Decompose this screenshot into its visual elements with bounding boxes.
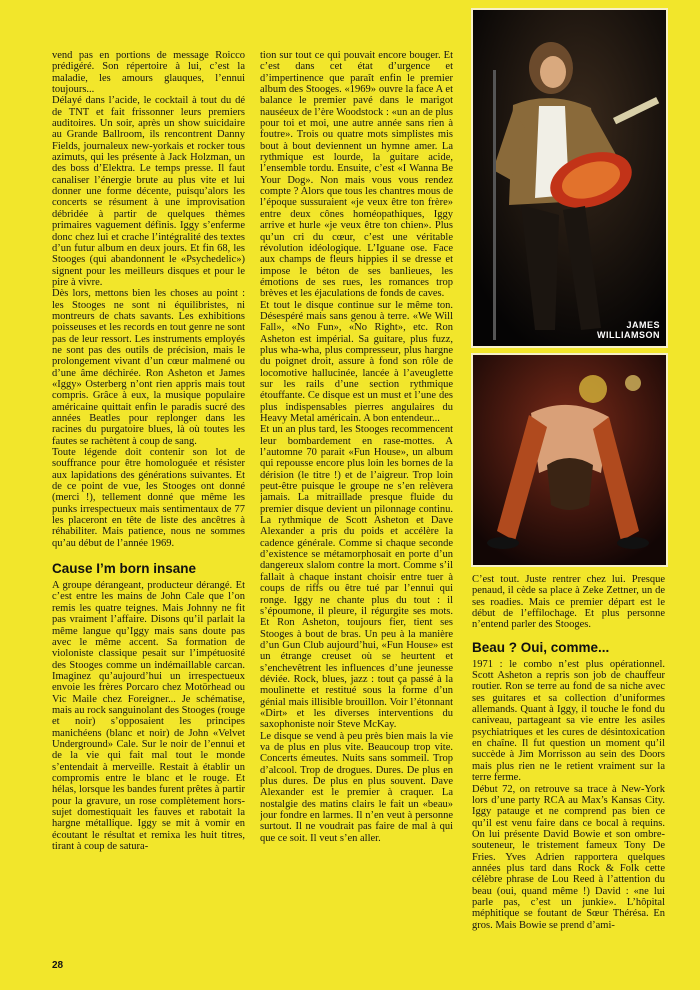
- section-heading: Cause I’m born insane: [52, 561, 197, 577]
- page-number: 28: [52, 960, 64, 971]
- photo-caption: JAMES WILLIAMSON: [597, 320, 660, 340]
- paragraph: Le disque se vend à peu près bien mais la vie va de plus en plus vite. Beaucoup trop vite. Concerts émeutes. Nuits sans sommeil. Trop d’alcool. Trop de drogues. Dures. De plus en plus dures. De plus en plus souvent. Dave Alexander est le premier à craquer. La nostalgie des matins clairs le fait un «beau» jour fondre en larmes. Il n’en veut à personne surtout. Il ne voudrait pas faire de mal à qui que ce soit. Il veut s’en aller.: [260, 730, 453, 844]
- paragraph: A groupe dérangeant, producteur dérangé. Et c’est entre les mains de John Cale que l’on remis les quatre teignes. Mais Johnny ne fit pas vraiment l’affaire. Disons qu’il parlait la même langue qu’Iggy mais sans doute pas avec le même accent. Sa formation de violoniste classique pesait sur l’impétuosité des Stooges comme un indémaillable carcan. Imaginez qu’aujourd’hui un irrespectueux envoie les frères Porcaro chez Motörhead ou Vic Maile chez Foreigner... Je schématise, mais au rock sanguinolant des Stooges (rouge et noir) s’opposaient les principes manichéens (blanc et noir) de John «Velvet Underground» Cale. Sur le noir de l’ennui et de la vie qui fait mal tout le monde s’entendait à merveille. Restait à établir un compromis entre le blanc et le rouge. Et hélas, lorsque les bandes furent prêtes à partir pour la gravure, un rose complètement hors-sujet domestiquait les fauves et rabotait la hargne métallique. Iggy se mit à vomir en écoutant le résultat et remixa les huit titres, tirant à coup de satura-: [52, 580, 245, 853]
- article-column-3: [472, 574, 665, 968]
- paragraph: Et un an plus tard, les Stooges recommencent leur bombardement en rase-mottes. A l’automne 70 parait «Fun House», un album qui repousse encore plus loin les bornes de la dérision (le titre !) et de l’aigreur. Trop loin peut-être puisque le groupe ne s’en relèvera jamais. La mitraillade presque fluide du premier disque devient un pilonnage continu. La rythmique de Scott Asheton et Dave Alexander a pris du poids et accélère la cadence générale. Comme si chaque seconde d’existence se métamorphosait en porte d’un dangereux slalom contre la mort. Comme s’il fallait à chaque instant choisir entre tuer à coups de riffs ou être tué par l’ennui qui ronge. Iggy ne chante plus du tout : il s’époumone, il pleure, il régurgite ses mots. Et Ron Asheton, toujours fier, tient ses Stooges à bout de bras. Un peu à la manière d’un Gun Club aujourd’hui, «Fun House» est un étrange creuset où se heurtent et s’enchevêtrent les influences d’une jeunesse déviée. Rock, blues, jazz : tout ça passé à la moulinette et restitué sous la forme d’un génial mais illisible brouillon. Voir l’étonnant «Dirt» et les diverses interventions du saxophoniste noir Steve McKay.: [260, 424, 453, 731]
- section-heading: Beau ? Oui, comme...: [472, 639, 610, 655]
- article-column-1: [52, 50, 245, 968]
- photo-james-williamson: [471, 8, 668, 348]
- photo-iggy-on-stage: [471, 353, 668, 567]
- paragraph: 1971 : le combo n’est plus opérationnel. Scott Asheton a repris son job de chauffeur routier. Ron se terre au fond de sa niche avec ses guitares et sa collection d’uniformes allemands. Quant à Iggy, il touche le fond du caniveau, partageant sa vie entre les asiles psychiatriques et les cures de désintoxication en chaîne. Il fut question un moment qu’il succède à Jim Morrisson au sein des Doors mais plus rien ne le retient vraiment sur la terre ferme.: [472, 658, 665, 784]
- singer-photo-illustration: [473, 355, 666, 565]
- paragraph: Et tout le disque continue sur le même ton. Désespéré mais sans genou à terre. «We Will Fall», «No Fun», «No Right», etc. Ron Asheton est impérial. Sa guitare, plus fuzz, plus wha-wha, plus compresseur, plus hargne du poignet droit, assure à fond son rôle de locomotive hallucinée, lancée à l’aveuglette sur les rails d’une section rythmique étouffante. Ce disque est un must et l’une des plus indispensables pierres angulaires du Heavy Metal américain. A bon entendeur...: [260, 299, 453, 424]
- paragraph: vend pas en portions de message Roicco prédigéré. Son répertoire à lui, c’est la maladie, les amours glauques, l’ennui toujours...: [52, 50, 245, 96]
- paragraph: Début 72, on retrouve sa trace à New-York lors d’une party RCA au Max’s Kansas City. Iggy patauge et ne comprend pas bien ce qu’il est venu faire dans ce bocal à requins. On lui présente David Bowie et son ombre-souteneur, le tristement fameux Tony De Fries. Yves Adrien rapportera quelques années plus tard dans Rock & Folk cette célèbre phrase de Lou Reed à l’attention du beau (oui, quand même !) David : «ne lui parle pas, c’est un junkie». L’hôpital méphitique se foutant de Sœur Thérésa. En gros. Mais Bowie se prend d’ami-: [472, 783, 665, 931]
- paragraph: Toute légende doit contenir son lot de souffrance pour être homologuée et résister aux lapidations des générations suivantes. Et de ce point de vue, les Stooges ont donné (merci !), tellement donné que même les punks irrespectueux mais sentimentaux de 77 les placeront en tête de liste des ancêtres à réhabiliter. Mais patience, nous ne sommes qu’au début de l’année 1969.: [52, 447, 245, 549]
- paragraph: tion sur tout ce qui pouvait encore bouger. Et c’est dans cet état d’urgence et d’impertinence que paraît enfin le premier album des Stooges. «1969» ouvre la face A et balance le premier pavé dans le marigot nauséeux de l’ère Woodstock : «un an de plus pour toi et moi, une autre année sans rien à foutre». Trois ou quatre mots simplistes mis bout à bout deviennent un hymne amer. La rythmique est lourde, la guitare acide, l’ensemble tordu. Ensuite, c’est «I Wanna Be Your Dog». Non mais vous vous rendez compte ? Alors que tous les chantres mous de l’époque sussuraient «je veux être ton frère» entre deux cônes homéopathiques, Iggy arrive et hurle «je veux être ton chien». Plus qu’un cri du cœur, c’est une véritable révolution idéologique. L’Iguane ose. Face aux champs de fleurs hippies il se dresse et impose le béton de ses banlieues, les émotions de ses rues, les romances trop brèves et les éjaculations de fonds de caves.: [260, 50, 453, 300]
- guitarist-photo-illustration: [473, 10, 666, 346]
- paragraph: C’est tout. Juste rentrer chez lui. Presque penaud, il cède sa place à Zeke Zettner, un de ses roadies. Mais ce premier départ est le début de l’effilochage. Et plus personne n’entend parler des Stooges.: [472, 574, 665, 631]
- article-column-2: [260, 50, 453, 968]
- paragraph: Dès lors, mettons bien les choses au point : les Stooges ne sont ni équilibristes, ni montreurs de chats savants. Les exhibitions poisseuses et les records en tout genre ne sont pas de leur ressort. Les instruments employés ne sont pas des outils de précision, mais le prolongement vivant d’un cœur malmené ou d’une âme déchirée. Ron Asheton et James «Iggy» Osterberg n’ont rien appris mais tout compris. Grâce à eux, la musique populaire américaine quittait enfin le paradis sucré des années Beatles pour replonger dans les racines du purgatoire blues, là où toutes les fautes se rachètent à coup de sang.: [52, 288, 245, 447]
- paragraph: Délayé dans l’acide, le cocktail à tout du dé de TNT et fait frissonner leurs premiers auditoires. Un soir, après un show suicidaire au Grande Ballroom, ils rencontrent Danny Fields, journaleux new-yorkais et rocker tous azimuts, qui les présente à Jack Holzman, un des boss d’Elektra. Le temps presse. Il faut canaliser l’énergie brute au plus vite et lui donner une forme décente, puisqu’alors les concerts se résument à une improvisation débridée à partir de quelques thèmes primaires vaguement définis. Iggy s’enferme donc chez lui et crache l’intégralité des textes d’un futur album en deux jours. Et fin 68, les Stooges (qui abandonnent le «Psychedelic») signent pour les meilleurs disques et pour le pire à vivre.: [52, 95, 245, 288]
